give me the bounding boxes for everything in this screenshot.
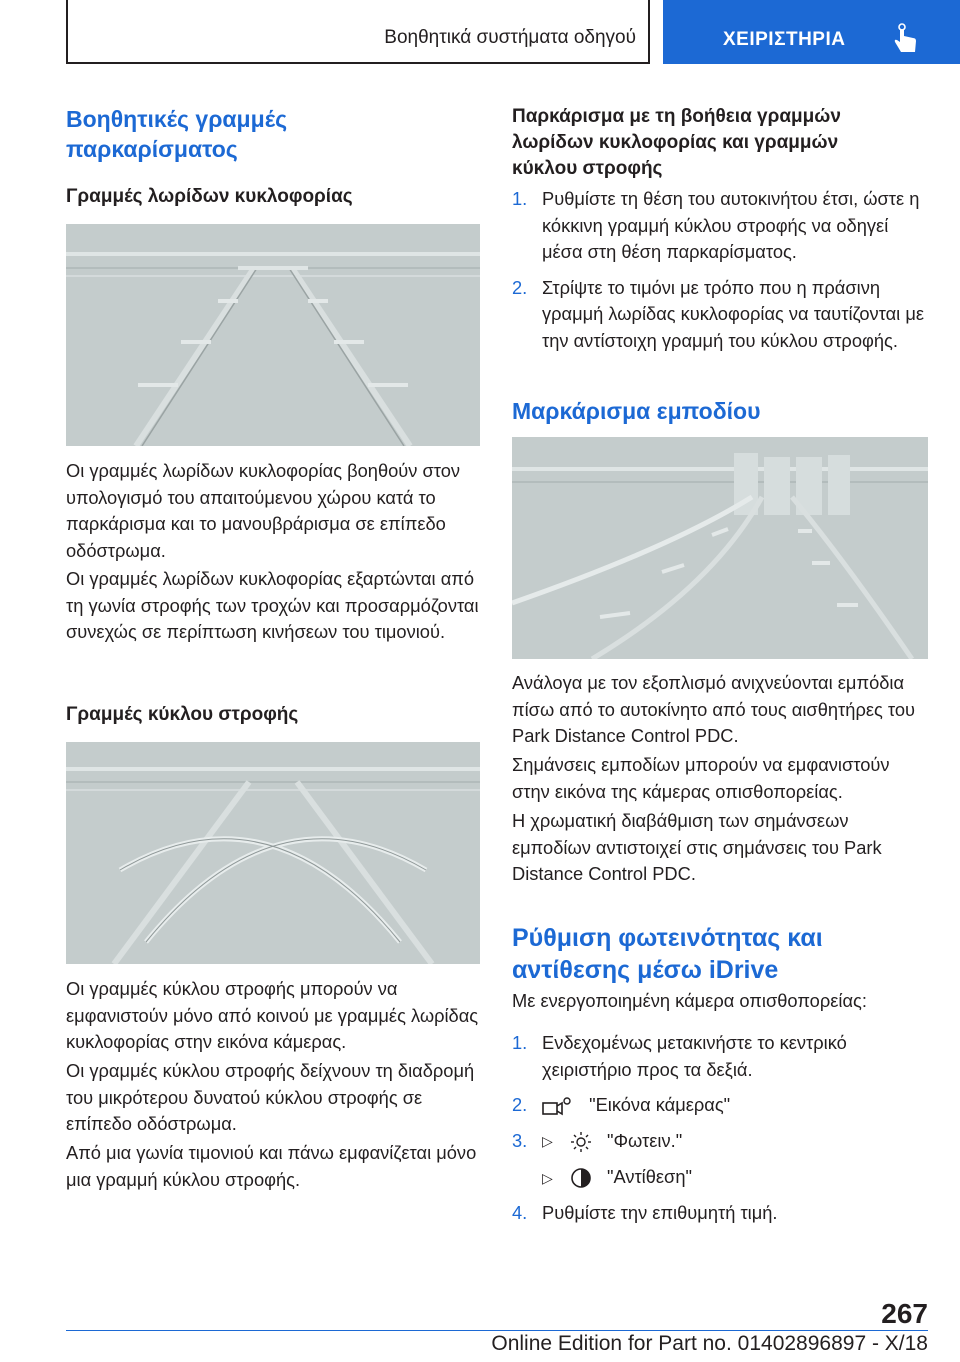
step-text: "Αντίθεση" bbox=[606, 1165, 693, 1187]
subheading-parking-with-lines: Παρκάρισμα με τη βοήθεια γραμμών λωρίδων κυκλοφορίας και γραμμών κύκλου στροφής bbox=[512, 106, 841, 179]
paragraph-turning-3: Από μια γωνία τιμονιού και πάνω εμφανίζεται μόνο μια γραμμή κύκλου στροφής. bbox=[66, 1142, 477, 1190]
paragraph-obstacle-2: Σημάνσεις εμποδίων μπορούν να εμφανιστούν στην εικόνα της κάμερας οπισθοπορείας. bbox=[512, 754, 890, 802]
footer-divider bbox=[66, 1330, 928, 1331]
step-text: Ρυθμίστε την επιθυμητή τιμή. bbox=[542, 1202, 778, 1224]
step-text: Στρίψτε το τιμόνι με τρόπο που η πράσινη γραμμή λωρίδας κυκλοφορίας να ταυτίζονται με την αντίστοιχη γραμμή του κύκλου στροφής. bbox=[542, 276, 925, 351]
camera-settings-icon bbox=[542, 1095, 574, 1117]
brightness-icon bbox=[570, 1131, 592, 1153]
lane-lines-figure bbox=[66, 224, 480, 446]
list-item bbox=[512, 186, 928, 266]
footer-edition: Online Edition for Part no. 01402896897 - X/18 bbox=[491, 1332, 928, 1355]
list-item bbox=[512, 1092, 928, 1119]
step-number: 4. bbox=[512, 1202, 528, 1224]
tab-controls[interactable] bbox=[663, 0, 960, 64]
list-item bbox=[512, 1128, 928, 1155]
step-text: Ρυθμίστε τη θέση του αυτοκινήτου έτσι, ώστε η κόκκινη γραμμή κύκλου στροφής να οδηγεί μέσα στη θέση παρκαρίσματος. bbox=[542, 188, 920, 262]
paragraph-turning-2: Οι γραμμές κύκλου στροφής δείχνουν τη διαδρομή του μικρότερου δυνατού κύκλου στροφής σε επίπεδο οδόστρωμα. bbox=[66, 1060, 475, 1134]
step-number: 3. bbox=[512, 1129, 528, 1151]
page-number: 267 bbox=[881, 1298, 928, 1329]
step-number: 2. bbox=[512, 1094, 528, 1115]
step-text: "Εικόνα κάμερας" bbox=[589, 1094, 731, 1115]
paragraph-camera-active: Με ενεργοποιημένη κάμερα οπισθοπορείας: bbox=[512, 990, 867, 1011]
step-number: 2. bbox=[512, 276, 528, 298]
step-number: 1. bbox=[512, 188, 528, 209]
hand-touch-icon bbox=[889, 22, 921, 56]
heading-obstacle-marking: Μαρκάρισμα εμποδίου bbox=[512, 398, 761, 424]
turning-circle-figure bbox=[66, 742, 480, 964]
paragraph-obstacle-1: Ανάλογα με τον εξοπλισμό ανιχνεύονται εμπόδια πίσω από το αυτοκίνητο από τους αισθητήρες του Park Distance Control PDC. bbox=[512, 672, 916, 746]
triangle-bullet-icon: ▷ bbox=[542, 1169, 553, 1186]
list-item bbox=[512, 1030, 928, 1083]
tab-label: ΧΕΙΡΙΣΤΗΡΙΑ bbox=[723, 29, 846, 50]
list-item bbox=[512, 1200, 928, 1227]
step-text: "Φωτειν." bbox=[606, 1129, 683, 1151]
section-title: Βοηθητικά συστήματα οδηγού bbox=[384, 27, 636, 48]
list-item bbox=[512, 275, 928, 355]
heading-parking-guidelines: Βοηθητικές γραμμές παρκαρίσματος bbox=[66, 106, 288, 162]
contrast-icon bbox=[570, 1167, 592, 1189]
obstacle-figure bbox=[512, 437, 928, 659]
step-text: Ενδεχομένως μετακινήστε το κεντρικό χειριστήριο προς τα δεξιά. bbox=[542, 1032, 847, 1080]
list-item bbox=[512, 1164, 928, 1191]
subheading-turning-circle: Γραμμές κύκλου στροφής bbox=[66, 704, 299, 725]
triangle-bullet-icon: ▷ bbox=[542, 1133, 553, 1150]
step-number: 1. bbox=[512, 1032, 528, 1053]
parking-steps-list bbox=[512, 186, 928, 363]
idrive-steps-list bbox=[512, 1030, 928, 1236]
paragraph-lane-lines-1: Οι γραμμές λωρίδων κυκλοφορίας βοηθούν στον υπολογισμό του απαιτούμενου χώρου κατά το παρκάρισμα και το μανουβράρισμα σε επίπεδο οδόστρωμα. bbox=[66, 460, 461, 561]
paragraph-obstacle-3: Η χρωματική διαβάθμιση των σημάνσεων εμποδίων αντιστοιχεί στις σημάνσεις του Park Distance Control PDC. bbox=[512, 810, 882, 884]
heading-brightness-contrast: Ρύθμιση φωτεινότητας και αντίθεσης μέσω iDrive bbox=[512, 924, 823, 984]
paragraph-lane-lines-2: Οι γραμμές λωρίδων κυκλοφορίας εξαρτώνται από τη γωνία στροφής των τροχών και προσαρμόζονται συνεχώς σε περίπτωση κινήσεων του τιμονιού. bbox=[66, 568, 479, 642]
paragraph-turning-1: Οι γραμμές κύκλου στροφής μπορούν να εμφανιστούν μόνο από κοινού με γραμμές λωρίδας κυκλοφορίας στην εικόνα κάμερας. bbox=[66, 978, 479, 1052]
subheading-lane-lines: Γραμμές λωρίδων κυκλοφορίας bbox=[66, 186, 353, 207]
